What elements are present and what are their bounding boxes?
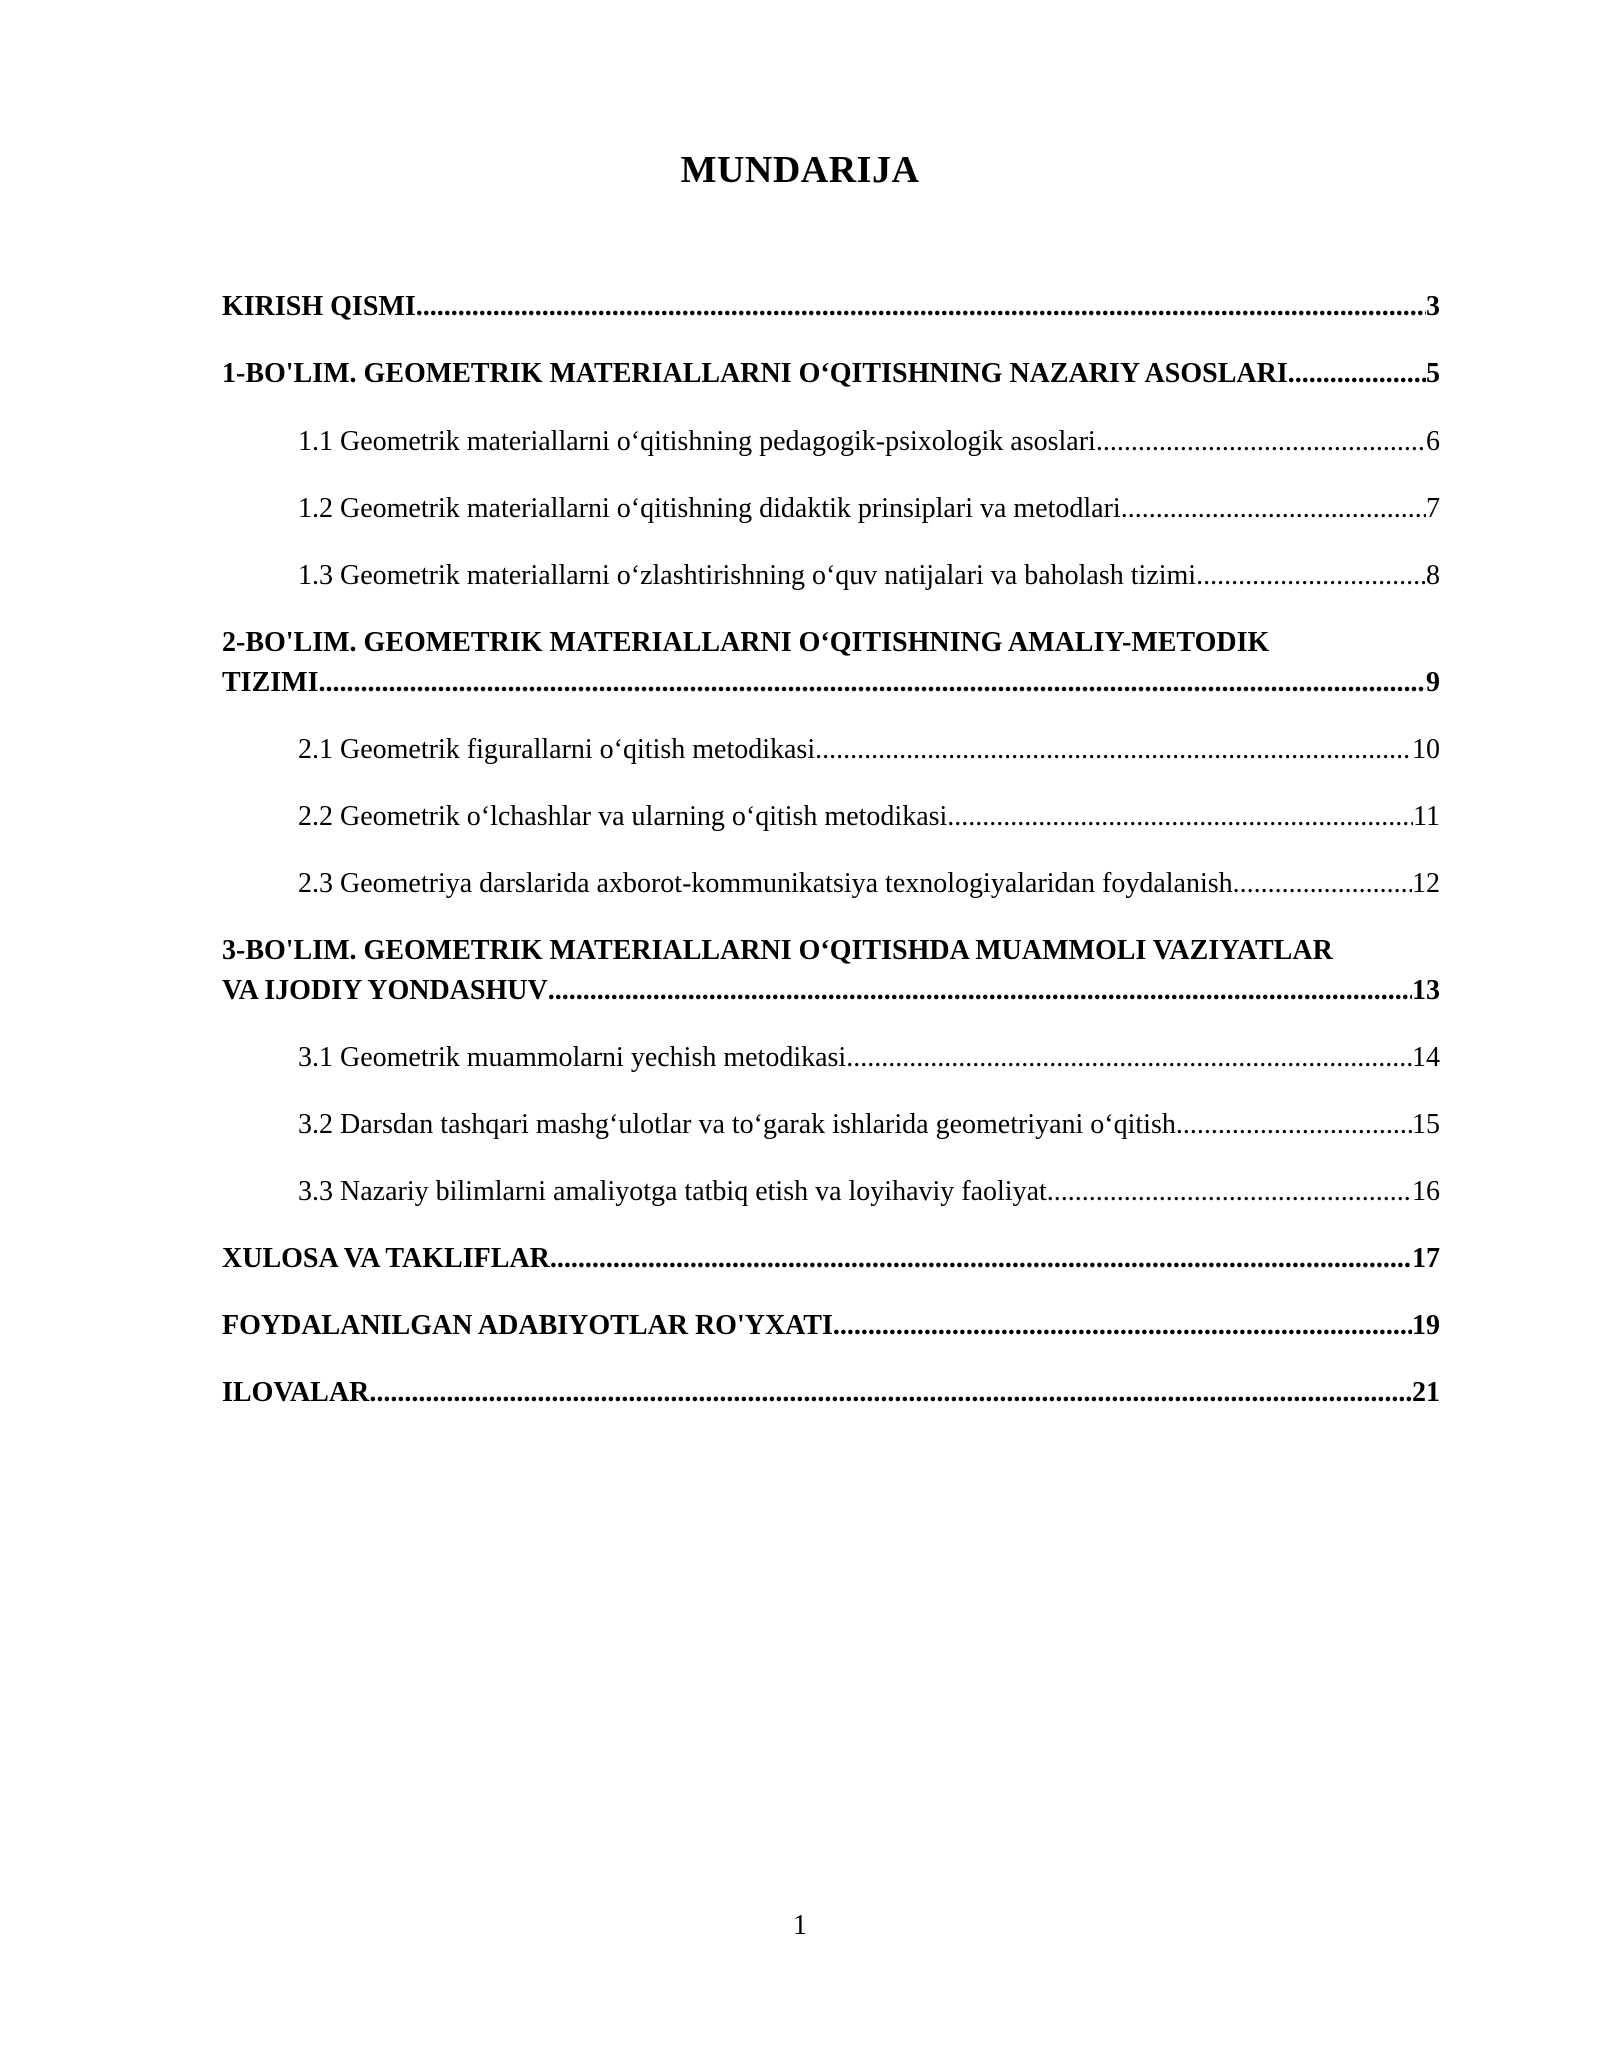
dot-leader (1233, 864, 1412, 904)
dot-leader (1121, 489, 1426, 529)
dot-leader (815, 730, 1412, 770)
toc-entry-section-1-2[interactable] (222, 489, 1440, 529)
toc-entry-section-3-1[interactable] (222, 1038, 1440, 1078)
dot-leader (416, 287, 1426, 327)
toc-entry-section-2-2[interactable] (222, 797, 1440, 837)
toc-page-number: 10 (1412, 734, 1440, 765)
dot-leader (1176, 1105, 1412, 1145)
toc-entry-title: 2.2 Geometrik o‘lchashlar va ularning o‘qitish metodikasi (298, 801, 948, 832)
page-number: 1 (793, 1910, 807, 1941)
toc-entry-section-2-3[interactable] (222, 864, 1440, 904)
toc-page-number: 6 (1426, 426, 1440, 457)
toc-entry-chapter-2[interactable] (222, 623, 1440, 703)
toc-page-number: 7 (1426, 493, 1440, 524)
toc-entry-adabiyotlar[interactable] (222, 1306, 1440, 1346)
toc-entry-kirish[interactable] (222, 287, 1440, 327)
dot-leader (1096, 422, 1426, 462)
toc-entry-section-1-1[interactable] (222, 422, 1440, 462)
dot-leader (318, 663, 1426, 703)
toc-entry-section-3-2[interactable] (222, 1105, 1440, 1145)
toc-entry-title: 3.2 Darsdan tashqari mashg‘ulotlar va to‘garak ishlarida geometriyani o‘qitish (298, 1109, 1176, 1140)
page-title: MUNDARIJA (680, 149, 920, 191)
toc-page-number: 15 (1412, 1109, 1440, 1140)
toc-entry-chapter-3[interactable] (222, 931, 1440, 1011)
toc-page-number: 11 (1413, 801, 1440, 832)
table-of-contents (222, 287, 1440, 1413)
toc-entry-section-2-1[interactable] (222, 730, 1440, 770)
toc-entry-title: 1.2 Geometrik materiallarni o‘qitishning didaktik prinsiplari va metodlari (298, 493, 1121, 524)
dot-leader (369, 1373, 1412, 1413)
dot-leader (548, 971, 1412, 1011)
toc-page-number: 17 (1412, 1243, 1440, 1274)
toc-page-number: 16 (1412, 1176, 1440, 1207)
toc-entry-ilovalar[interactable] (222, 1373, 1440, 1413)
dot-leader (550, 1239, 1412, 1279)
toc-entry-xulosa[interactable] (222, 1239, 1440, 1279)
toc-entry-title: 1.3 Geometrik materiallarni o‘zlashtirishning o‘quv natijalari va baholash tizimi (298, 560, 1197, 591)
toc-entry-title-line-2: TIZIMI (222, 667, 319, 698)
toc-entry-title: FOYDALANILGAN ADABIYOTLAR RO'YXATI (222, 1310, 833, 1341)
toc-entry-chapter-1[interactable] (222, 354, 1440, 394)
toc-page-number: 9 (1426, 667, 1440, 698)
toc-entry-section-3-3[interactable] (222, 1172, 1440, 1212)
toc-page-number: 21 (1412, 1377, 1440, 1408)
toc-entry-title: 1-BO'LIM. GEOMETRIK MATERIALLARNI O‘QITISHNING NAZARIY ASOSLARI (222, 358, 1288, 389)
toc-page-number: 14 (1412, 1042, 1440, 1073)
toc-page-number: 19 (1412, 1310, 1440, 1341)
toc-entry-title-line-1: 3-BO'LIM. GEOMETRIK MATERIALLARNI O‘QITISHDA MUAMMOLI VAZIYATLAR (222, 935, 1333, 966)
toc-entry-title: 2.1 Geometrik figurallarni o‘qitish metodikasi (298, 734, 816, 765)
toc-entry-title: XULOSA VA TAKLIFLAR (222, 1243, 550, 1274)
toc-page-number: 5 (1426, 358, 1440, 389)
toc-entry-section-1-3[interactable] (222, 556, 1440, 596)
dot-leader (846, 1038, 1412, 1078)
toc-page-number: 12 (1412, 868, 1440, 899)
dot-leader (1196, 556, 1426, 596)
dot-leader (1047, 1172, 1412, 1212)
toc-entry-title: 3.3 Nazariy bilimlarni amaliyotga tatbiq etish va loyihaviy faoliyat (298, 1176, 1047, 1207)
toc-entry-title: KIRISH QISMI (222, 291, 416, 322)
toc-page-number: 8 (1426, 560, 1440, 591)
toc-entry-title: 2.3 Geometriya darslarida axborot-kommunikatsiya texnologiyalaridan foydalanish (298, 868, 1233, 899)
toc-entry-title-line-1: 2-BO'LIM. GEOMETRIK MATERIALLARNI O‘QITISHNING AMALIY-METODIK (222, 627, 1270, 658)
dot-leader (1288, 354, 1426, 394)
toc-entry-title: 1.1 Geometrik materiallarni o‘qitishning pedagogik-psixologik asoslari (298, 426, 1096, 457)
toc-entry-title: 3.1 Geometrik muammolarni yechish metodikasi (298, 1042, 847, 1073)
toc-page-number: 13 (1412, 975, 1440, 1006)
toc-entry-title: ILOVALAR (222, 1377, 370, 1408)
dot-leader (833, 1306, 1412, 1346)
dot-leader (947, 797, 1413, 837)
toc-entry-title-line-2: VA IJODIY YONDASHUV (222, 975, 548, 1006)
toc-page-number: 3 (1426, 291, 1440, 322)
